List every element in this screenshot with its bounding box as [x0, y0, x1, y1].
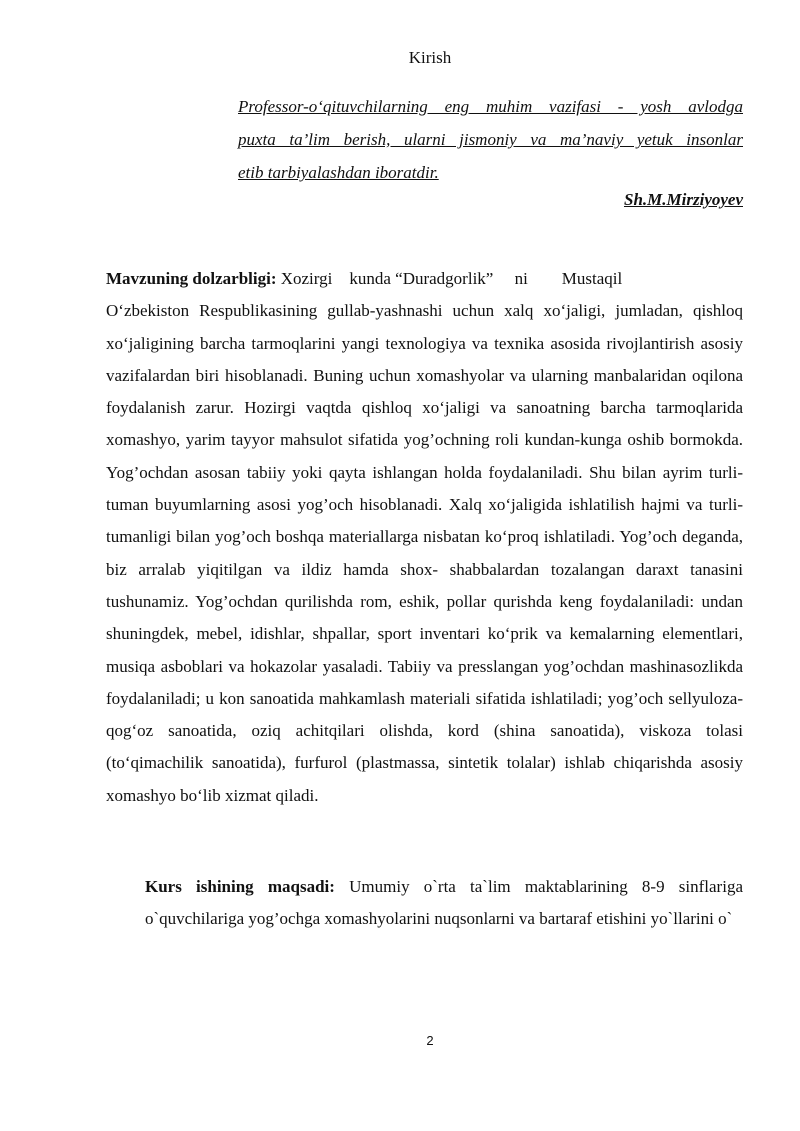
epigraph-line: Professor-o‘qituvchilarning eng muhim vazifasi - yosh avlodga — [238, 97, 743, 116]
section-title: Kirish — [408, 48, 452, 67]
epigraph-author: Sh.M.Mirziyoyev — [624, 190, 743, 209]
page-number: 2 — [426, 1033, 434, 1048]
epigraph-quote — [238, 90, 743, 189]
relevance-first-line-text: Xozirgi kunda “Duradgorlik” ni Mustaqil — [276, 269, 623, 288]
relevance-body: O‘zbekiston Respublikasining gullab-yashnashi uchun xalq xo‘jaligi, jumladan, qishloq xo‘jaligining barcha tarmoqlarini yangi texnologiya va texnika asosida rivojlantirish asosiy vazifalardan biri hisoblanadi. Buning uchun xomashyolar va ularning manbalaridan oqilona foydalanish zarur. Hozirgi vaqtda qishloq xo‘jaligi va sanoatning barcha tarmoqlarida xomashyo, yarim tayyor mahsulot sifatida yog’ochning roli kundan-kunga oshib bormokda. Yog’ochdan asosan tabiiy yoki qayta ishlangan holda foydalaniladi. Shu bilan ayrim turli-tuman buyumlarning asosi yog’och hisoblanadi. Xalq xo‘jaligida ishlatilish hajmi va turli-tumanligi bilan yog’och boshqa materiallarga nisbatan ko‘proq ishlatiladi. Yog’och deganda, biz arralab yiqitilgan va ildiz hamda shox- shabbalardan tozalangan daraxt tanasini tushunamiz. Yog’ochdan qurilishda rom, eshik, pollar qurishda keng foydalaniladi: undan shuningdek, mebel, idishlar, shpallar, sport inventari ko‘prik va kemalarning elementlari, musiqa asboblari va hokazolar yasaladi. Tabiiy va presslangan yog’ochdan mashinasozlikda foydalaniladi; u kon sanoatida mahkamlash materiali sifatida ishlatiladi; yog’och sellyuloza-qog‘oz sanoatida, oziq achitqilari olishda, kord (shina sanoatida), viskoza tolasi (to‘qimachilik sanoatida), furfurol (plastmassa, sintetik tolalar) ishlab chiqarishda asosiy xomashyo bo‘lib xizmat qiladi. — [106, 301, 743, 805]
goal-heading: Kurs ishining maqsadi: — [145, 877, 335, 896]
epigraph-line: puxta ta’lim berish, ularni jismoniy va ma’naviy yetuk insonlar — [238, 130, 743, 149]
goal-text: Umumiy o`rta ta`lim maktablarining 8-9 sinflariga o`quvchilariga yog’ochga xomashyolarini nuqsonlarni va bartaraf etishini yo`llarini o` — [145, 877, 743, 928]
epigraph-line: etib tarbiyalashdan iboratdir. — [238, 163, 439, 182]
relevance-paragraph — [106, 263, 743, 812]
goal-paragraph — [145, 871, 743, 935]
relevance-first-line — [106, 263, 743, 295]
relevance-heading: Mavzuning dolzarbligi: — [106, 269, 277, 288]
